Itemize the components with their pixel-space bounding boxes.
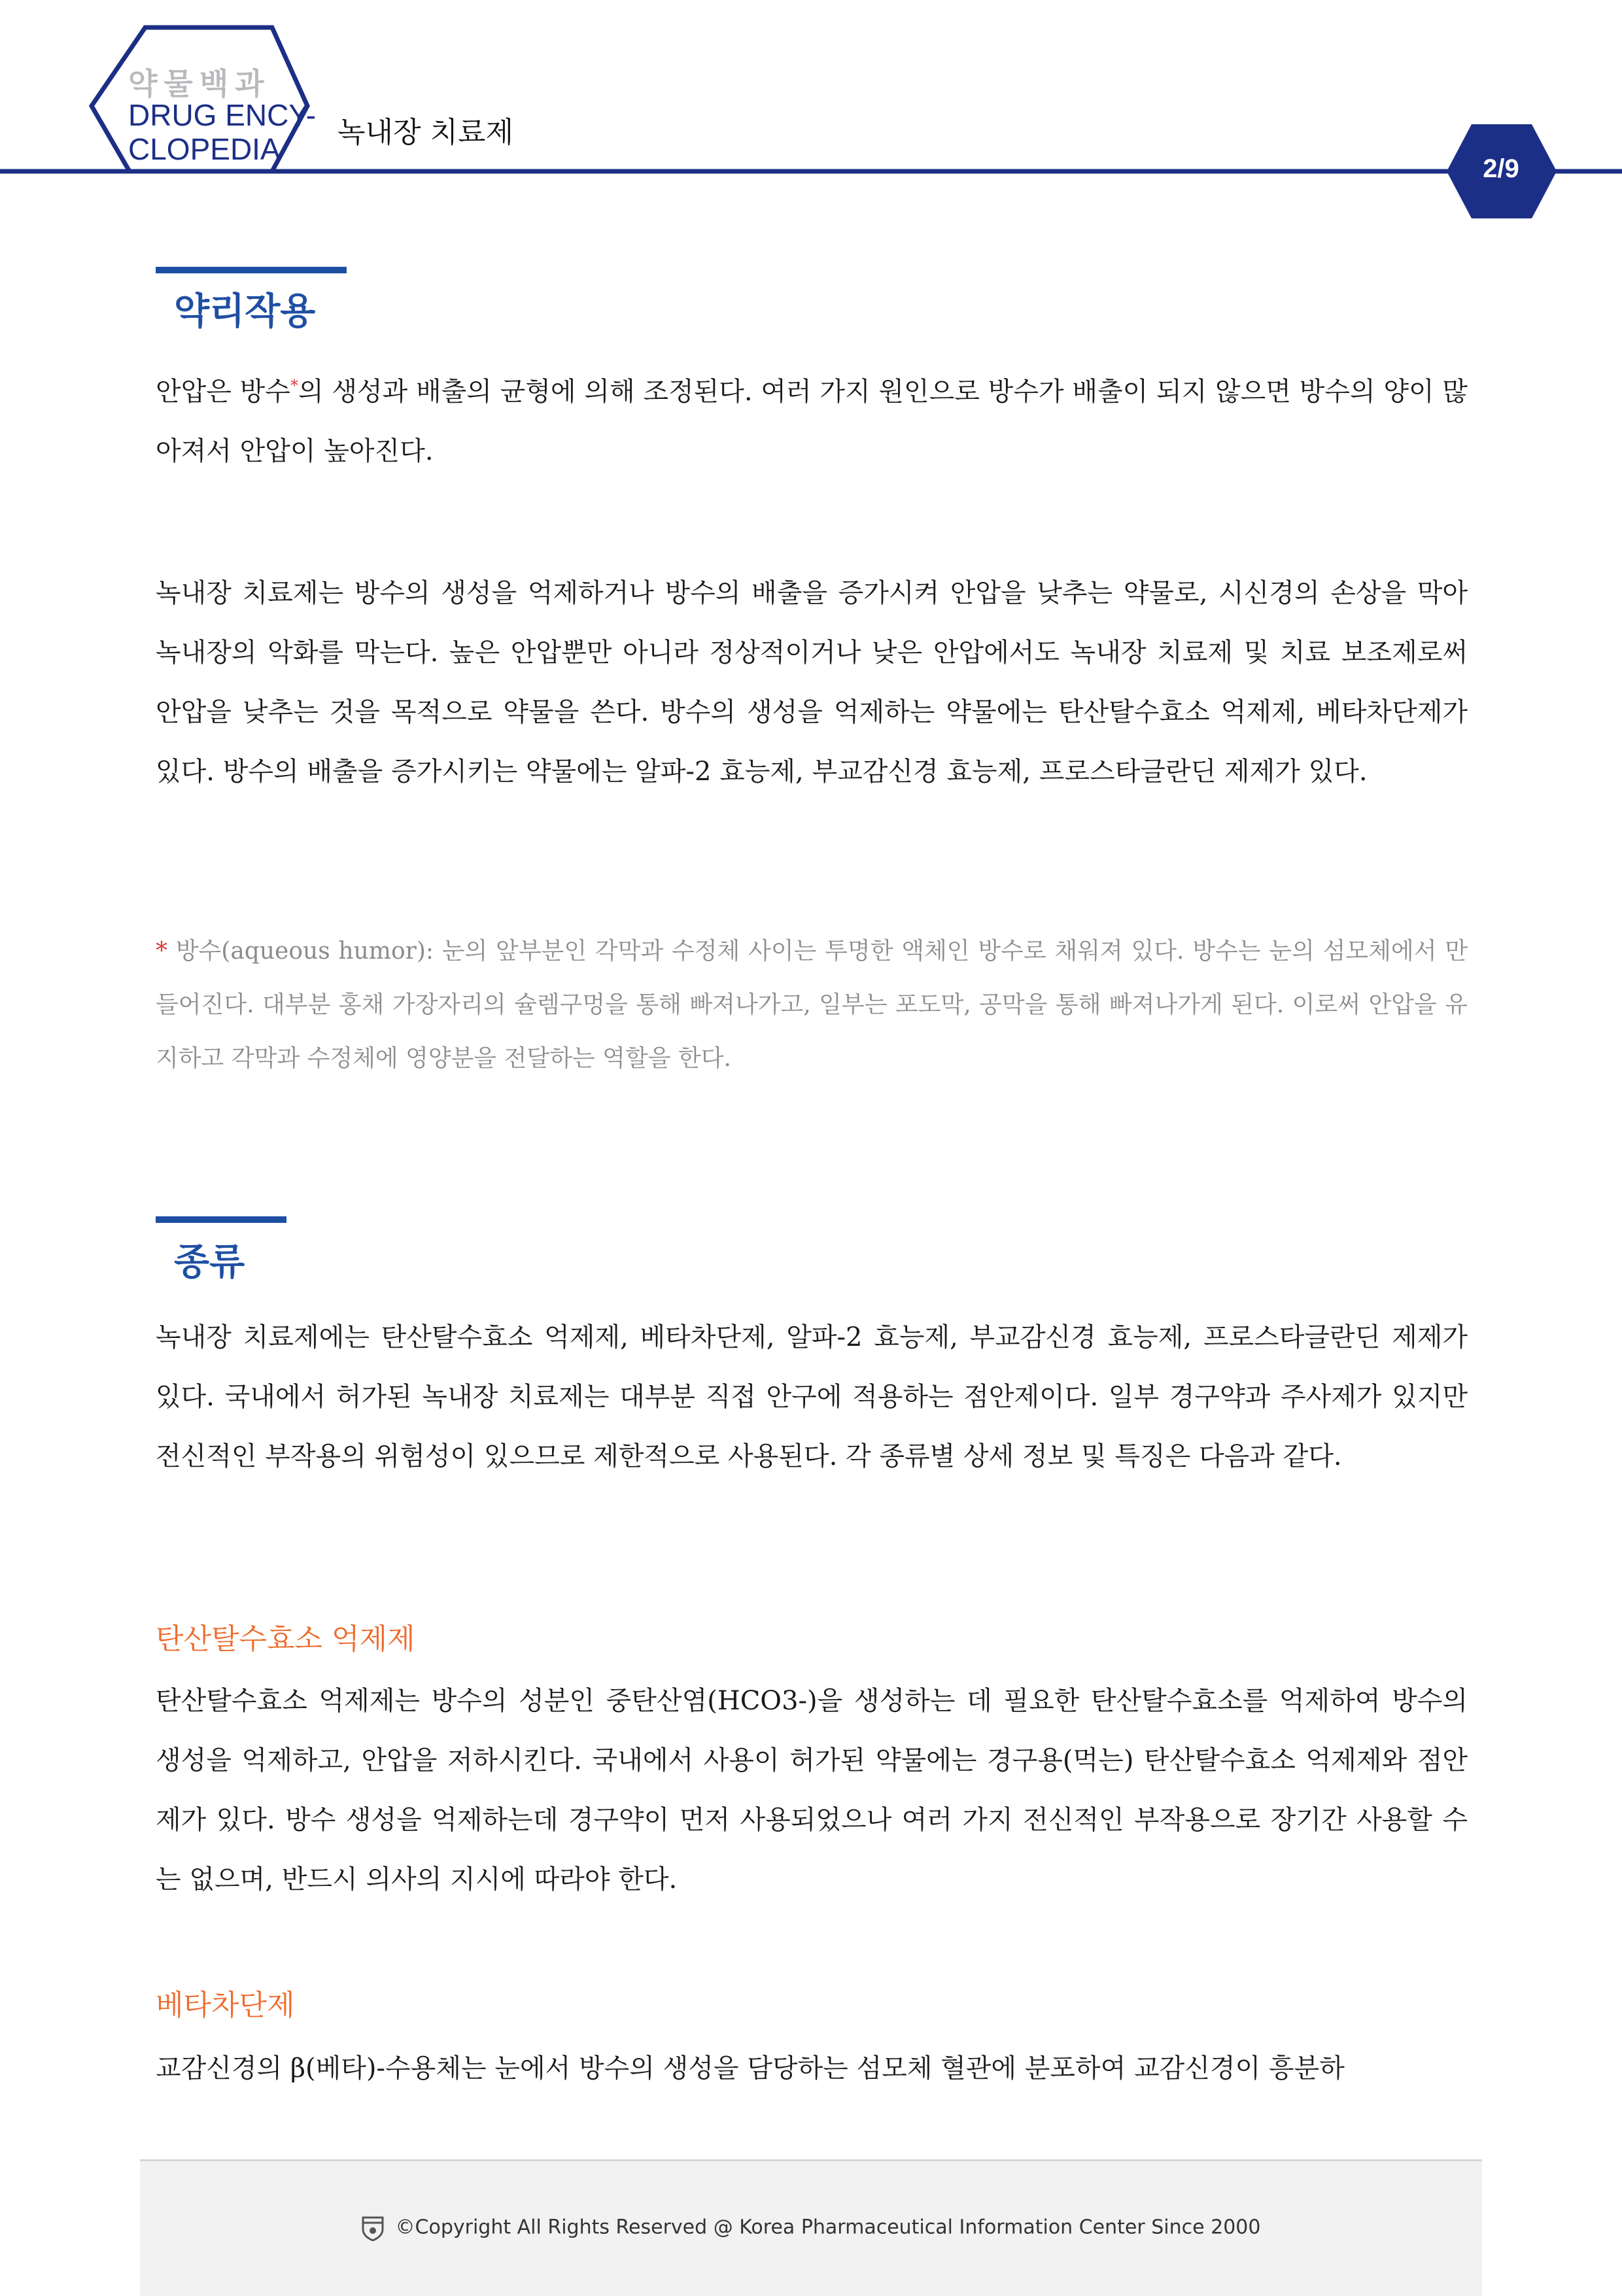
- logo-english-line1: DRUG ENCY-: [128, 98, 317, 132]
- mechanism-p1-text-cont: 의 생성과 배출의 균형에 의해 조정된다. 여러 가지 원인으로 방수가 배출이 되지 않으면 방수의 양이 많아져서 안압이 높아진다.: [156, 377, 1468, 466]
- shield-icon: [362, 2215, 384, 2241]
- logo-english: [128, 98, 324, 166]
- aqueous-footnote-mark: *: [290, 376, 298, 395]
- section-title-types: 종류: [174, 1241, 245, 1284]
- section-rule-types: [156, 1216, 286, 1223]
- page-header: [0, 0, 1622, 222]
- subheading-beta-blocker: 베타차단제: [156, 1989, 295, 2022]
- page-indicator: 2/9: [1483, 154, 1519, 183]
- copyright-text: ©Copyright All Rights Reserved @ Korea Pharmaceutical Information Center Since 2000: [395, 2216, 1261, 2239]
- mechanism-paragraph-1: [156, 362, 1468, 481]
- logo-korean: 약물백과: [128, 66, 271, 101]
- beta-blocker-paragraph: 교감신경의 β(베타)-수용체는 눈에서 방수의 생성을 담당하는 섬모체 혈관에 분포하여 교감신경이 흥분하: [156, 2053, 1345, 2083]
- carbonic-anhydrase-paragraph: 탄산탈수효소 억제제는 방수의 성분인 중탄산염(HCO3-)을 생성하는 데 필요한 탄산탈수효소를 억제하여 방수의 생성을 억제하고, 안압을 저하시킨다. 국내에서 사용이 허가된 약물에는 경구용(먹는) 탄산탈수효소 억제제와 점안제가 있다. 방수 생성을 억제하는데 경구약이 먼저 사용되었으나 여러 가지 전신적인 부작용으로 장기간 사용할 수는 없으며, 반드시 의사의 지시에 따라야 한다.: [156, 1686, 1468, 1894]
- mechanism-paragraph-2: 녹내장 치료제는 방수의 생성을 억제하거나 방수의 배출을 증가시켜 안압을 낮추는 약물로, 시신경의 손상을 막아 녹내장의 악화를 막는다. 높은 안압뿐만 아니라 정상적이거나 낮은 안압에서도 녹내장 치료제 및 치료 보조제로써 안압을 낮추는 것을 목적으로 약물을 쓴다. 방수의 생성을 억제하는 약물에는 탄산탈수효소 억제제, 베타차단제가 있다. 방수의 배출을 증가시키는 약물에는 알파-2 효능제, 부교감신경 효능제, 프로스타글란딘 제제가 있다.: [156, 578, 1468, 787]
- aqueous-humor-footnote: [156, 925, 1468, 1086]
- subheading-carbonic-anhydrase: 탄산탈수효소 억제제: [156, 1622, 415, 1656]
- footer-copyright-row: [140, 2215, 1482, 2241]
- types-paragraph-1: 녹내장 치료제에는 탄산탈수효소 억제제, 베타차단제, 알파-2 효능제, 부교감신경 효능제, 프로스타글란딘 제제가 있다. 국내에서 허가된 녹내장 치료제는 대부분 직접 안구에 적용하는 점안제이다. 일부 경구약과 주사제가 있지만 전신적인 부작용의 위험성이 있으므로 제한적으로 사용된다. 각 종류별 상세 정보 및 특징은 다음과 같다.: [156, 1322, 1468, 1471]
- footnote-star: *: [156, 938, 167, 965]
- page-footer: [140, 2159, 1482, 2296]
- mechanism-p1-text: 안압은 방수: [156, 377, 290, 407]
- section-rule-mechanism: [156, 267, 347, 273]
- section-title-mechanism: 약리작용: [174, 290, 316, 333]
- document-title: 녹내장 치료제: [337, 116, 514, 149]
- footnote-text: 방수(aqueous humor): 눈의 앞부분인 각막과 수정체 사이는 투명한 액체인 방수로 채워져 있다. 방수는 눈의 섬모체에서 만들어진다. 대부분 홍채 가장자리의 슐렘구멍을 통해 빠져나가고, 일부는 포도막, 공막을 통해 빠져나가게 된다. 이로써 안압을 유지하고 각막과 수정체에 영양분을 전달하는 역할을 한다.: [156, 938, 1468, 1072]
- logo-english-line2: CLOPEDIA: [128, 132, 281, 166]
